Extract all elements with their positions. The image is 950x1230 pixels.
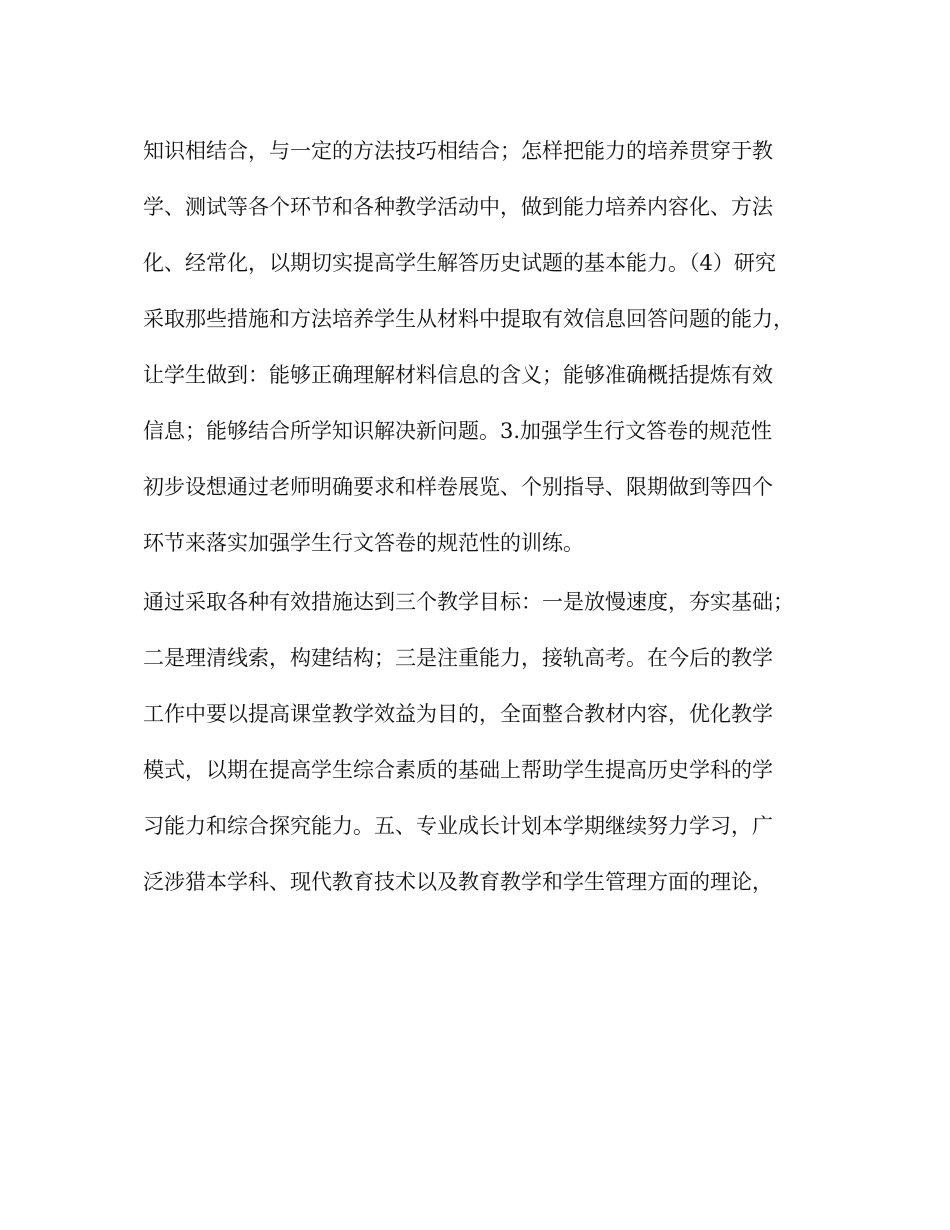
text-line: 泛涉猎本学科、现代教育技术以及教育教学和学生管理方面的理论，: [143, 870, 773, 894]
text-line: 让学生做到：能够正确理解材料信息的含义；能够准确概括提炼有效: [143, 363, 773, 387]
text-line: 习能力和综合探究能力。五、专业成长计划本学期继续努力学习，广: [143, 814, 773, 838]
text-line: 信息；能够结合所学知识解决新问题。3.加强学生行文答卷的规范性: [143, 419, 773, 443]
text-line: 二是理清线索，构建结构；三是注重能力，接轨高考。在今后的教学: [143, 646, 773, 670]
text-line: 工作中要以提高课堂教学效益为目的，全面整合教材内容，优化教学: [143, 702, 773, 726]
text-line: 学、测试等各个环节和各种教学活动中，做到能力培养内容化、方法: [143, 195, 773, 219]
text-line: 采取那些措施和方法培养学生从材料中提取有效信息回答问题的能力，: [143, 307, 794, 331]
text-line: 知识相结合，与一定的方法技巧相结合；怎样把能力的培养贯穿于教: [143, 139, 773, 163]
paragraph-2: [143, 574, 813, 910]
text-line: 环节来落实加强学生行文答卷的规范性的训练。: [143, 531, 584, 555]
text-line: 初步设想通过老师明确要求和样卷展览、个别指导、限期做到等四个: [143, 475, 773, 499]
text-line: 通过采取各种有效措施达到三个教学目标：一是放慢速度，夯实基础；: [143, 590, 794, 614]
paragraph-1: [143, 123, 813, 571]
text-line: 模式，以期在提高学生综合素质的基础上帮助学生提高历史学科的学: [143, 758, 773, 782]
body-text: [143, 123, 813, 910]
text-line: 化、经常化，以期切实提高学生解答历史试题的基本能力。（4）研究: [143, 251, 776, 275]
